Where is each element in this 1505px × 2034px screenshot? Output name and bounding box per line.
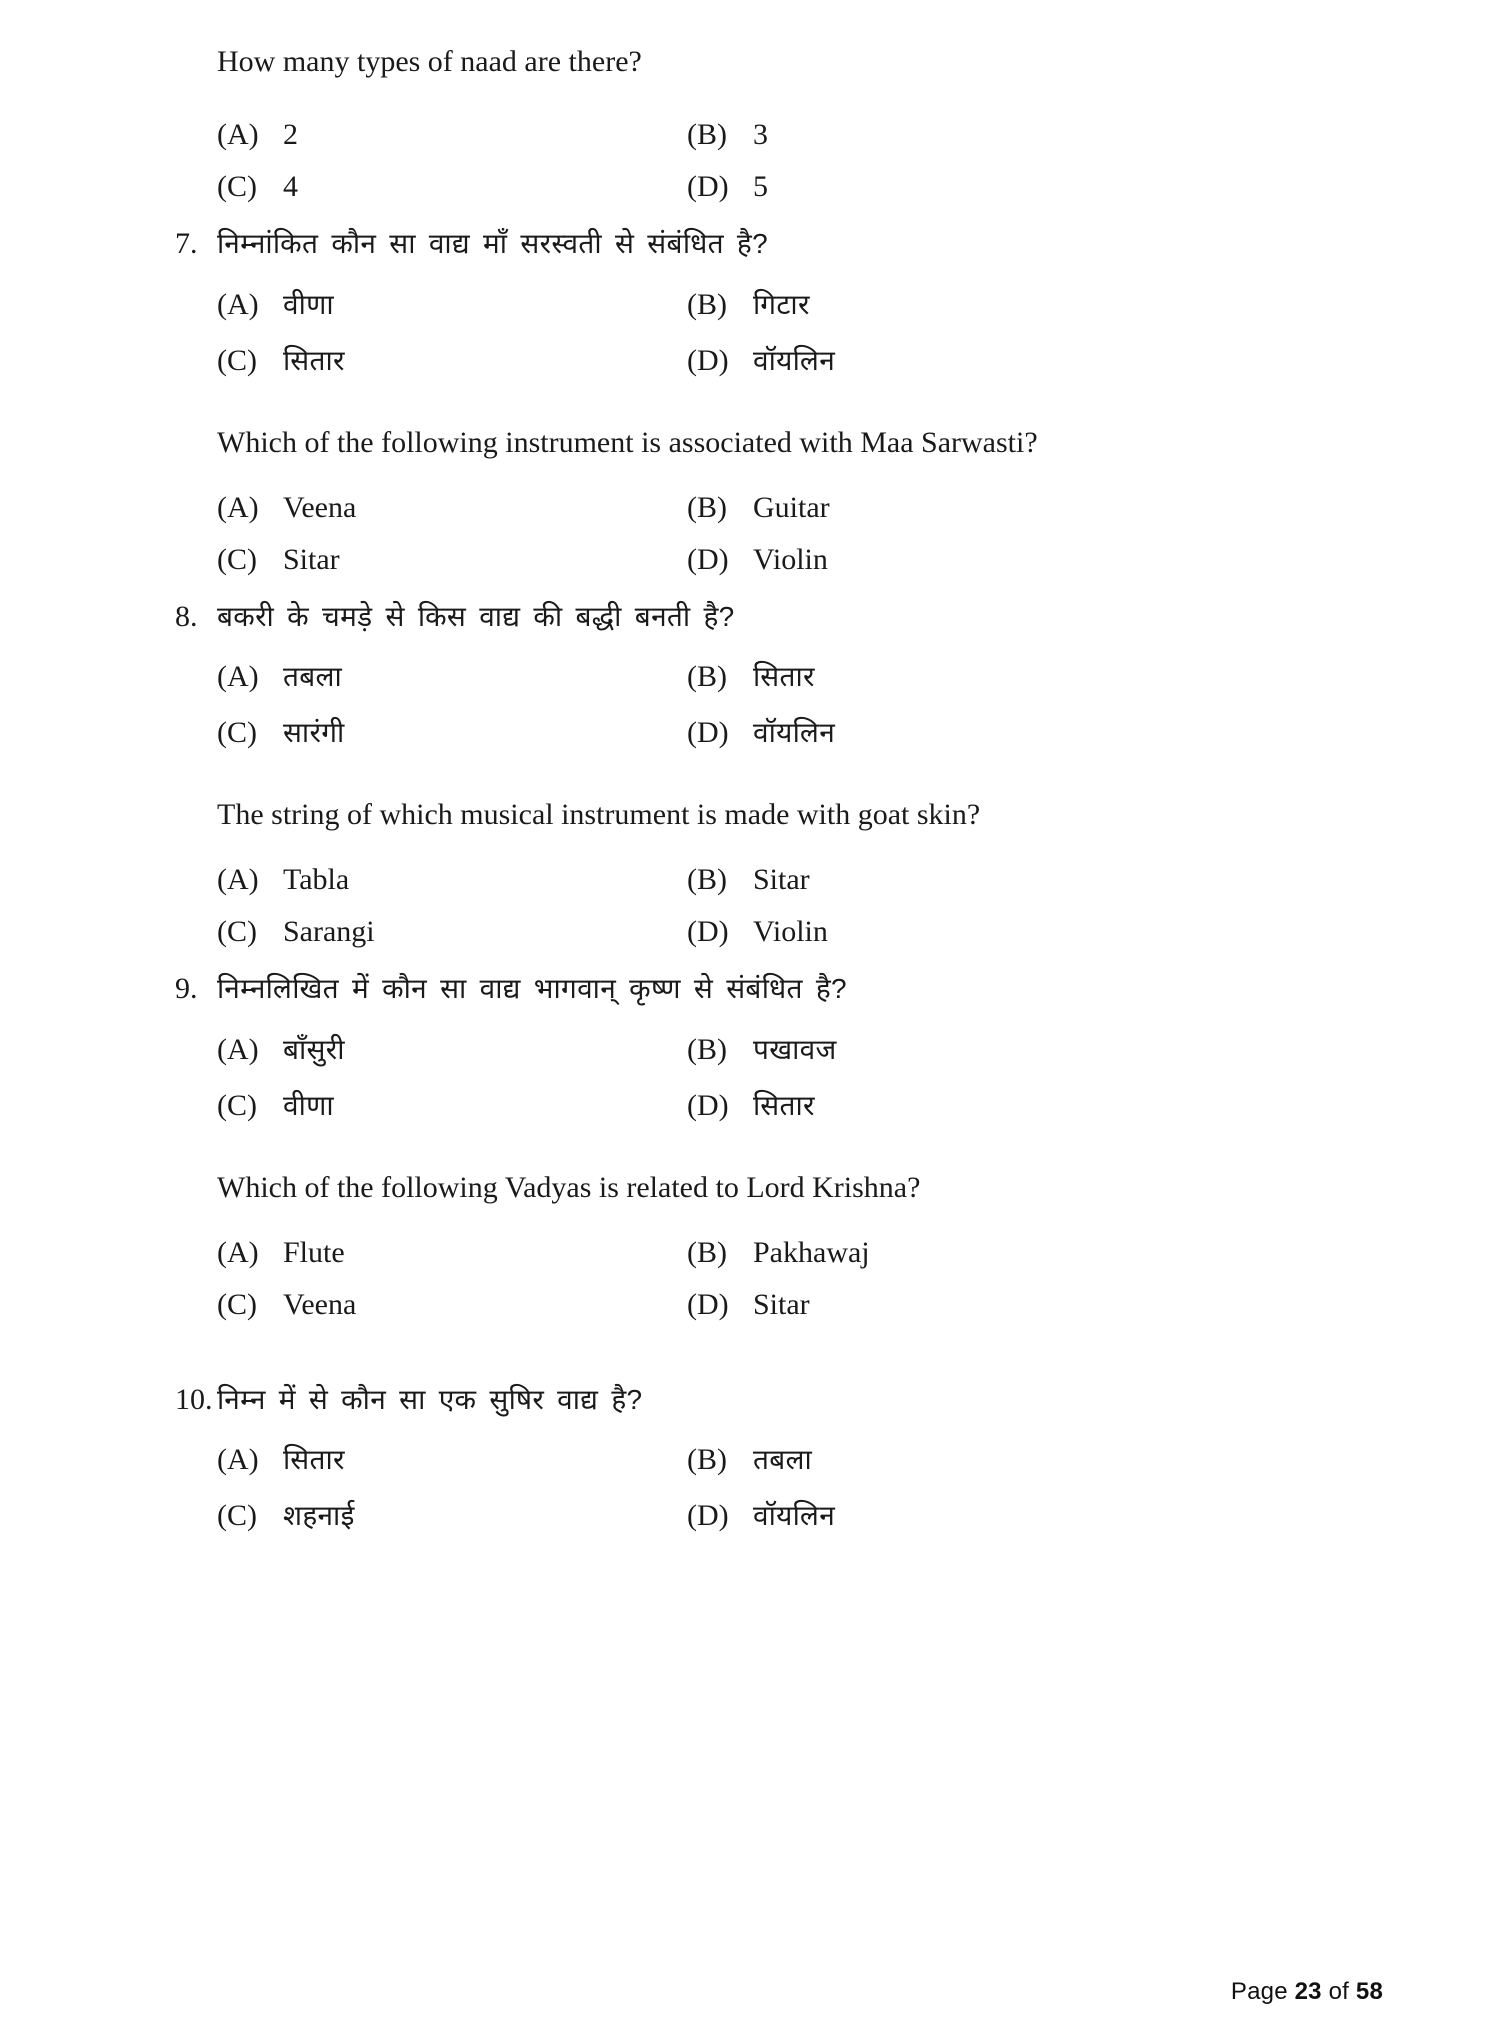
option-tag: (D) [687,1287,729,1321]
question-number: 8. [175,599,198,633]
option-row [217,1496,1385,1534]
question-9-stem-english: Which of the following Vadyas is related to Lord Krishna? [217,1170,921,1204]
option-tag: (D) [687,542,729,576]
option-tag: (D) [687,170,729,203]
option-tag: (B) [687,660,727,694]
option-c[interactable] [217,713,687,751]
option-value: वीणा [283,1089,334,1121]
option-value: बाँसुरी [283,1033,345,1065]
option-tag: (D) [687,1499,729,1533]
option-b[interactable] [687,285,1157,323]
option-a[interactable] [217,1440,687,1478]
option-c[interactable] [217,341,687,379]
option-value: शहनाई [283,1500,355,1532]
option-value: Sarangi [283,915,375,949]
option-value: Flute [283,1235,345,1269]
question-number: 10. [175,1382,213,1416]
option-value: 4 [283,170,298,203]
option-value: वॉयलिन [753,1500,836,1532]
question-text: निम्नांकित कौन सा वाद्य माँ सरस्वती से संबंधित है? [217,228,768,259]
question-9-options-english [217,1236,1385,1322]
option-value: सितार [283,1444,345,1476]
option-tag: (C) [217,915,257,949]
option-d[interactable] [687,341,1157,379]
option-tag: (A) [217,1032,259,1066]
option-c[interactable] [217,1086,687,1124]
option-row [217,491,1385,525]
option-value: Sitar [753,863,810,897]
question-8-stem-english: The string of which musical instrument is made with goat skin? [217,798,981,832]
page-footer [1231,1978,1383,2006]
option-value: Veena [283,490,357,524]
option-b[interactable] [687,657,1157,695]
option-b[interactable] [687,491,1157,525]
option-tag: (C) [217,343,257,377]
option-tag: (B) [687,287,727,321]
footer-middle: of [1321,1978,1356,2005]
option-row [217,657,1385,695]
option-c[interactable] [217,915,687,949]
option-row [217,915,1385,949]
question-7-options-english [217,491,1385,577]
option-value: Violin [753,542,828,576]
option-tag: (B) [687,1032,727,1066]
option-value: Sitar [753,1287,810,1321]
option-value: Sitar [283,542,340,576]
option-c[interactable] [217,543,687,577]
option-row [217,543,1385,577]
option-a[interactable] [217,863,687,897]
question-7-stem-english: Which of the following instrument is associated with Maa Sarwasti? [217,425,1038,459]
question-9-options-hindi [217,1030,1385,1124]
option-c[interactable] [217,1496,687,1534]
option-row [217,1030,1385,1068]
option-b[interactable] [687,1440,1157,1478]
option-c[interactable] [217,170,687,204]
option-value: 5 [753,170,768,203]
option-tag: (A) [217,1443,259,1477]
question-8-options-english [217,863,1385,949]
option-tag: (D) [687,915,729,949]
option-tag: (A) [217,863,259,897]
option-value: पखावज [753,1033,837,1065]
footer-total-pages: 58 [1355,1978,1383,2005]
option-a[interactable] [217,1236,687,1270]
option-value: Pakhawaj [753,1235,870,1269]
option-tag: (A) [217,118,259,151]
option-tag: (C) [217,1287,257,1321]
option-c[interactable] [217,1288,687,1322]
option-tag: (B) [687,118,727,151]
option-tag: (C) [217,1088,257,1122]
option-value: सितार [753,1089,815,1121]
footer-prefix: Page [1230,1978,1295,2005]
option-tag: (D) [687,716,729,750]
option-tag: (B) [687,863,727,897]
option-row [217,285,1385,323]
option-tag: (A) [217,660,259,694]
question-6-options-english [217,118,1385,204]
option-value: 2 [283,118,298,151]
question-9-stem-hindi [175,971,1385,1008]
option-row [217,713,1385,751]
option-tag: (D) [687,1088,729,1122]
option-value: तबला [753,1444,813,1476]
option-value: तबला [283,661,343,693]
option-tag: (A) [217,1235,259,1269]
option-value: Guitar [753,490,830,524]
option-b[interactable] [687,118,1157,152]
question-text: निम्न में से कौन सा एक सुषिर वाद्य है? [217,1383,643,1415]
question-text: बकरी के चमड़े से किस वाद्य की बद्धी बनती है? [217,600,735,632]
option-value: Veena [283,1287,357,1321]
option-value: वॉयलिन [753,344,836,376]
option-tag: (D) [687,343,729,377]
option-row [217,118,1385,152]
question-text: निम्नलिखित में कौन सा वाद्य भागवान् कृष्ण से संबंधित है? [217,973,847,1005]
option-b[interactable] [687,863,1157,897]
option-value: Violin [753,915,828,949]
option-value: सारंगी [283,717,345,749]
question-number: 9. [175,972,198,1006]
option-a[interactable] [217,491,687,525]
option-d[interactable] [687,543,1157,577]
option-tag: (B) [687,490,727,524]
option-row [217,1086,1385,1124]
option-d[interactable] [687,1086,1157,1124]
option-row [217,1288,1385,1322]
option-tag: (A) [217,490,259,524]
option-a[interactable] [217,118,687,152]
option-value: सितार [283,344,345,376]
option-tag: (C) [217,542,257,576]
option-d[interactable] [687,713,1157,751]
option-value: Tabla [283,863,350,897]
option-d[interactable] [687,1496,1157,1534]
footer-current-page: 23 [1294,1978,1322,2005]
option-tag: (B) [687,1443,727,1477]
option-row [217,1236,1385,1270]
option-tag: (A) [217,287,259,321]
option-tag: (C) [217,170,257,203]
option-a[interactable] [217,1030,687,1068]
question-8-stem-hindi [175,599,1385,636]
option-row [217,1440,1385,1478]
option-b[interactable] [687,1030,1157,1068]
option-tag: (B) [687,1235,727,1269]
question-10-options-hindi [217,1440,1385,1534]
question-7-stem-hindi [175,226,1385,263]
option-value: सितार [753,661,815,693]
option-row [217,863,1385,897]
option-tag: (C) [217,1499,257,1533]
question-6-stem-english: How many types of naad are there? [217,45,642,78]
option-value: वॉयलिन [753,717,836,749]
option-d[interactable] [687,1288,1157,1322]
option-a[interactable] [217,285,687,323]
option-a[interactable] [217,657,687,695]
option-value: गिटार [753,288,810,320]
option-value: 3 [753,118,768,151]
question-8-options-hindi [217,657,1385,751]
option-d[interactable] [687,915,1157,949]
option-value: वीणा [283,288,334,320]
question-7-options-hindi [217,285,1385,379]
option-tag: (C) [217,716,257,750]
question-number: 7. [175,227,198,260]
option-b[interactable] [687,1236,1157,1270]
question-10-stem-hindi [175,1382,1385,1419]
option-d[interactable] [687,170,1157,204]
option-row [217,170,1385,204]
option-row [217,341,1385,379]
